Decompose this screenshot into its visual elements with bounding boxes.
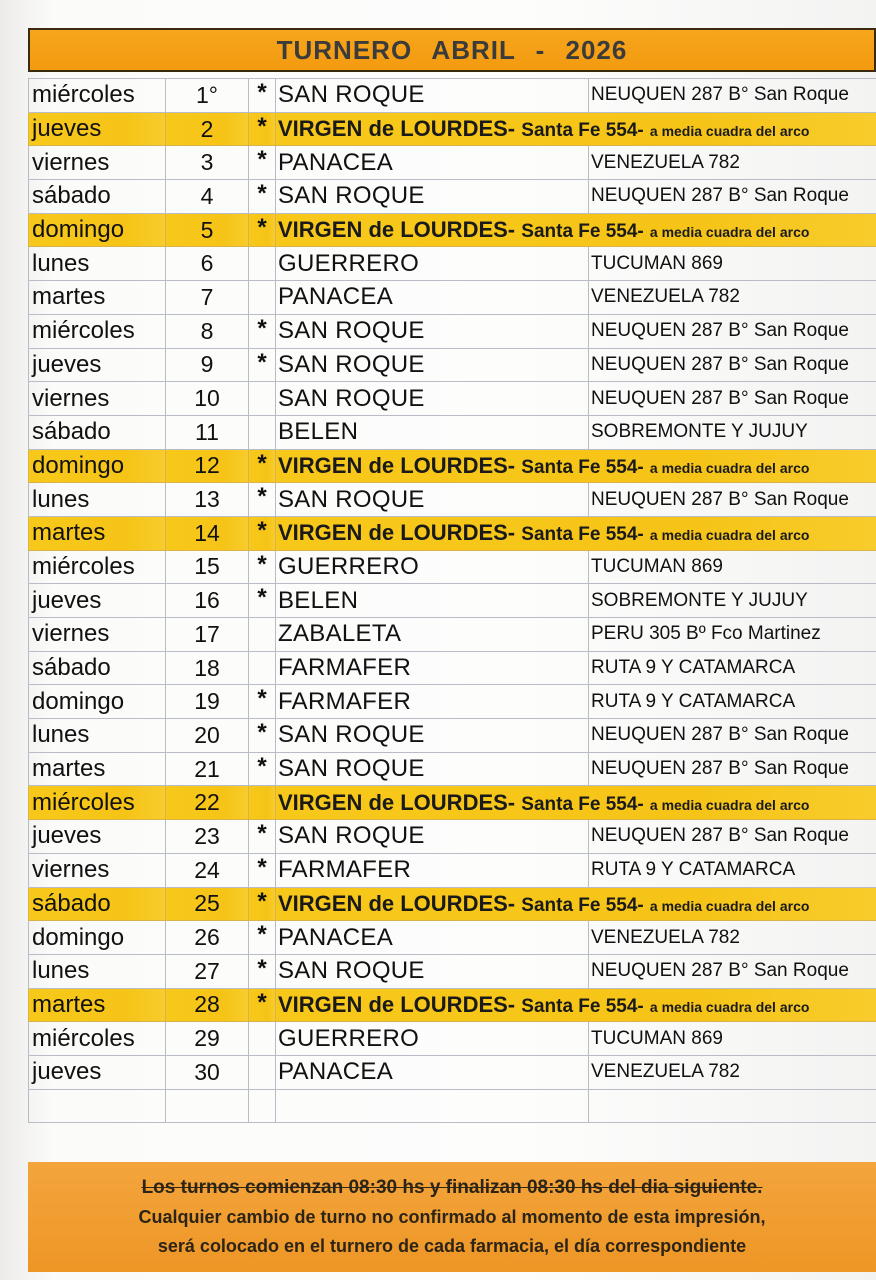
turnero-header <box>28 28 876 72</box>
pharmacy-name: SAN ROQUE <box>276 180 589 214</box>
pharmacy-address: NEUQUEN 287 B° San Roque <box>589 954 876 988</box>
date-cell: 9 <box>166 348 249 382</box>
marker-cell <box>249 382 276 416</box>
pharmacy-address: Santa Fe 554- <box>521 894 644 916</box>
day-cell: viernes <box>29 853 166 887</box>
pharmacy-address: PERU 305 Bº Fco Martinez <box>589 618 876 652</box>
pharmacy-note: a media cuadra del arco <box>649 123 810 140</box>
day-cell: miércoles <box>29 1022 166 1056</box>
pharmacy-address: Santa Fe 554- <box>521 120 644 142</box>
date-cell: 24 <box>166 853 249 887</box>
pharmacy-note: a media cuadra del arco <box>649 459 810 476</box>
marker-cell: * <box>249 516 276 550</box>
marker-cell <box>249 618 276 652</box>
day-cell: martes <box>29 752 166 786</box>
marker-cell: * <box>249 314 276 348</box>
page-title: TURNERO ABRIL - 2026 <box>276 34 628 65</box>
day-cell: lunes <box>29 954 166 988</box>
pharmacy-name: VIRGEN de LOURDES- <box>278 217 516 243</box>
date-cell: 13 <box>166 483 249 517</box>
pharmacy-name: VIRGEN de LOURDES- <box>278 789 516 815</box>
pharmacy-name: FARMAFER <box>276 651 589 685</box>
marker-cell <box>249 281 276 315</box>
footer-notice <box>28 1162 876 1272</box>
table-row <box>29 853 876 887</box>
marker-cell: * <box>249 584 276 618</box>
pharmacy-address: NEUQUEN 287 B° San Roque <box>589 314 876 348</box>
pharmacy-address: NEUQUEN 287 B° San Roque <box>589 752 876 786</box>
table-row <box>29 1089 876 1123</box>
table-row <box>29 146 876 180</box>
date-cell: 12 <box>166 449 249 483</box>
pharmacy-address: RUTA 9 Y CATAMARCA <box>589 853 876 887</box>
pharmacy-highlight-cell <box>276 213 876 247</box>
marker-cell <box>249 247 276 281</box>
pharmacy-name: VIRGEN de LOURDES- <box>278 991 516 1017</box>
pharmacy-name: SAN ROQUE <box>276 752 589 786</box>
date-cell: 6 <box>166 247 249 281</box>
day-cell: martes <box>29 988 166 1022</box>
pharmacy-address: TUCUMAN 869 <box>589 247 876 281</box>
table-row <box>29 247 876 281</box>
date-cell: 11 <box>166 415 249 449</box>
table-row <box>29 921 876 955</box>
pharmacy-name: PANACEA <box>276 281 589 315</box>
day-cell: sábado <box>29 180 166 214</box>
date-cell: 19 <box>166 685 249 719</box>
marker-cell <box>249 415 276 449</box>
pharmacy-name: SAN ROQUE <box>276 483 589 517</box>
pharmacy-name: GUERRERO <box>276 1022 589 1056</box>
date-cell: 1° <box>166 79 249 113</box>
table-row <box>29 719 876 753</box>
pharmacy-address: Santa Fe 554- <box>521 221 644 243</box>
date-cell: 17 <box>166 618 249 652</box>
pharmacy-name: VIRGEN de LOURDES- <box>278 116 516 142</box>
table-row <box>29 483 876 517</box>
pharmacy-name: SAN ROQUE <box>276 79 589 113</box>
table-row <box>29 954 876 988</box>
schedule-table <box>28 78 876 1123</box>
pharmacy-name: ZABALETA <box>276 618 589 652</box>
pharmacy-address: TUCUMAN 869 <box>589 550 876 584</box>
date-cell: 28 <box>166 988 249 1022</box>
day-cell: jueves <box>29 584 166 618</box>
day-cell: domingo <box>29 449 166 483</box>
day-cell: domingo <box>29 921 166 955</box>
date-cell: 25 <box>166 887 249 921</box>
date-cell: 3 <box>166 146 249 180</box>
pharmacy-name: SAN ROQUE <box>276 382 589 416</box>
marker-cell: * <box>249 213 276 247</box>
pharmacy-address: NEUQUEN 287 B° San Roque <box>589 382 876 416</box>
pharmacy-name: FARMAFER <box>276 685 589 719</box>
day-cell: sábado <box>29 651 166 685</box>
table-row <box>29 685 876 719</box>
pharmacy-name: SAN ROQUE <box>276 820 589 854</box>
date-cell <box>166 1089 249 1123</box>
pharmacy-highlight-cell <box>276 516 876 550</box>
pharmacy-address: NEUQUEN 287 B° San Roque <box>589 180 876 214</box>
date-cell: 21 <box>166 752 249 786</box>
date-cell: 14 <box>166 516 249 550</box>
marker-cell: * <box>249 348 276 382</box>
pharmacy-name: SAN ROQUE <box>276 954 589 988</box>
footer-line-placement: será colocado en el turnero de cada farmacia, el día correspondiente <box>157 1236 747 1256</box>
marker-cell: * <box>249 146 276 180</box>
pharmacy-note: a media cuadra del arco <box>649 998 810 1015</box>
pharmacy-highlight-cell <box>276 112 876 146</box>
day-cell: sábado <box>29 887 166 921</box>
table-row <box>29 1055 876 1089</box>
pharmacy-highlight-cell <box>276 786 876 820</box>
pharmacy-address: NEUQUEN 287 B° San Roque <box>589 348 876 382</box>
day-cell: martes <box>29 281 166 315</box>
marker-cell: * <box>249 483 276 517</box>
day-cell: jueves <box>29 820 166 854</box>
pharmacy-address: VENEZUELA 782 <box>589 921 876 955</box>
date-cell: 27 <box>166 954 249 988</box>
date-cell: 29 <box>166 1022 249 1056</box>
day-cell: miércoles <box>29 314 166 348</box>
pharmacy-address: SOBREMONTE Y JUJUY <box>589 584 876 618</box>
table-row <box>29 752 876 786</box>
pharmacy-address: SOBREMONTE Y JUJUY <box>589 415 876 449</box>
marker-cell: * <box>249 887 276 921</box>
day-cell: jueves <box>29 348 166 382</box>
pharmacy-name: VIRGEN de LOURDES- <box>278 890 516 916</box>
pharmacy-address: RUTA 9 Y CATAMARCA <box>589 651 876 685</box>
pharmacy-name: PANACEA <box>276 1055 589 1089</box>
table-row <box>29 988 876 1022</box>
date-cell: 23 <box>166 820 249 854</box>
pharmacy-name: PANACEA <box>276 921 589 955</box>
table-row <box>29 887 876 921</box>
pharmacy-address: Santa Fe 554- <box>521 524 644 546</box>
marker-cell <box>249 1022 276 1056</box>
day-cell: miércoles <box>29 550 166 584</box>
table-row <box>29 180 876 214</box>
day-cell: miércoles <box>29 786 166 820</box>
marker-cell: * <box>249 180 276 214</box>
pharmacy-name: SAN ROQUE <box>276 719 589 753</box>
marker-cell <box>249 786 276 820</box>
pharmacy-address: NEUQUEN 287 B° San Roque <box>589 820 876 854</box>
marker-cell: * <box>249 752 276 786</box>
day-cell: lunes <box>29 719 166 753</box>
pharmacy-name: SAN ROQUE <box>276 348 589 382</box>
pharmacy-name: GUERRERO <box>276 550 589 584</box>
day-cell: jueves <box>29 1055 166 1089</box>
pharmacy-note: a media cuadra del arco <box>649 897 810 914</box>
date-cell: 2 <box>166 112 249 146</box>
table-row <box>29 550 876 584</box>
pharmacy-note: a media cuadra del arco <box>649 527 810 544</box>
date-cell: 8 <box>166 314 249 348</box>
day-cell: domingo <box>29 213 166 247</box>
date-cell: 15 <box>166 550 249 584</box>
date-cell: 5 <box>166 213 249 247</box>
pharmacy-address <box>589 1089 876 1123</box>
table-row <box>29 213 876 247</box>
marker-cell <box>249 1055 276 1089</box>
pharmacy-address: NEUQUEN 287 B° San Roque <box>589 483 876 517</box>
pharmacy-name: VIRGEN de LOURDES- <box>278 520 516 546</box>
day-cell: viernes <box>29 382 166 416</box>
table-row <box>29 618 876 652</box>
date-cell: 30 <box>166 1055 249 1089</box>
date-cell: 18 <box>166 651 249 685</box>
day-cell: lunes <box>29 247 166 281</box>
pharmacy-address: NEUQUEN 287 B° San Roque <box>589 79 876 113</box>
table-row <box>29 820 876 854</box>
date-cell: 7 <box>166 281 249 315</box>
marker-cell: * <box>249 550 276 584</box>
day-cell <box>29 1089 166 1123</box>
table-row <box>29 314 876 348</box>
marker-cell: * <box>249 853 276 887</box>
marker-cell: * <box>249 921 276 955</box>
pharmacy-name: BELEN <box>276 415 589 449</box>
marker-cell: * <box>249 954 276 988</box>
pharmacy-note: a media cuadra del arco <box>649 224 810 241</box>
day-cell: domingo <box>29 685 166 719</box>
pharmacy-address: RUTA 9 Y CATAMARCA <box>589 685 876 719</box>
pharmacy-address: Santa Fe 554- <box>521 995 644 1017</box>
pharmacy-name <box>276 1089 589 1123</box>
table-row <box>29 584 876 618</box>
pharmacy-highlight-cell <box>276 449 876 483</box>
pharmacy-highlight-cell <box>276 887 876 921</box>
table-row <box>29 1022 876 1056</box>
pharmacy-address: TUCUMAN 869 <box>589 1022 876 1056</box>
table-row <box>29 348 876 382</box>
table-row <box>29 79 876 113</box>
table-row <box>29 449 876 483</box>
table-row <box>29 112 876 146</box>
pharmacy-address: VENEZUELA 782 <box>589 1055 876 1089</box>
date-cell: 4 <box>166 180 249 214</box>
marker-cell: * <box>249 79 276 113</box>
marker-cell <box>249 651 276 685</box>
pharmacy-name: BELEN <box>276 584 589 618</box>
table-row <box>29 516 876 550</box>
pharmacy-address: Santa Fe 554- <box>521 793 644 815</box>
marker-cell <box>249 1089 276 1123</box>
pharmacy-name: FARMAFER <box>276 853 589 887</box>
table-row <box>29 786 876 820</box>
pharmacy-address: VENEZUELA 782 <box>589 281 876 315</box>
marker-cell: * <box>249 719 276 753</box>
table-row <box>29 281 876 315</box>
pharmacy-name: PANACEA <box>276 146 589 180</box>
pharmacy-address: VENEZUELA 782 <box>589 146 876 180</box>
pharmacy-name: SAN ROQUE <box>276 314 589 348</box>
pharmacy-address: Santa Fe 554- <box>521 456 644 478</box>
date-cell: 16 <box>166 584 249 618</box>
day-cell: lunes <box>29 483 166 517</box>
footer-line-hours: Los turnos comienzan 08:30 hs y finalizan 08:30 hs del dia siguiente. <box>141 1177 763 1198</box>
day-cell: jueves <box>29 112 166 146</box>
pharmacy-name: GUERRERO <box>276 247 589 281</box>
day-cell: viernes <box>29 618 166 652</box>
marker-cell: * <box>249 988 276 1022</box>
day-cell: sábado <box>29 415 166 449</box>
day-cell: martes <box>29 516 166 550</box>
date-cell: 22 <box>166 786 249 820</box>
date-cell: 10 <box>166 382 249 416</box>
table-row <box>29 382 876 416</box>
marker-cell: * <box>249 449 276 483</box>
pharmacy-name: VIRGEN de LOURDES- <box>278 452 516 478</box>
marker-cell: * <box>249 685 276 719</box>
pharmacy-note: a media cuadra del arco <box>649 796 810 813</box>
day-cell: viernes <box>29 146 166 180</box>
footer-line-changes: Cualquier cambio de turno no confirmado al momento de esta impresión, <box>138 1207 766 1227</box>
marker-cell: * <box>249 820 276 854</box>
table-row <box>29 651 876 685</box>
pharmacy-highlight-cell <box>276 988 876 1022</box>
table-row <box>29 415 876 449</box>
pharmacy-address: NEUQUEN 287 B° San Roque <box>589 719 876 753</box>
date-cell: 20 <box>166 719 249 753</box>
date-cell: 26 <box>166 921 249 955</box>
day-cell: miércoles <box>29 79 166 113</box>
marker-cell: * <box>249 112 276 146</box>
